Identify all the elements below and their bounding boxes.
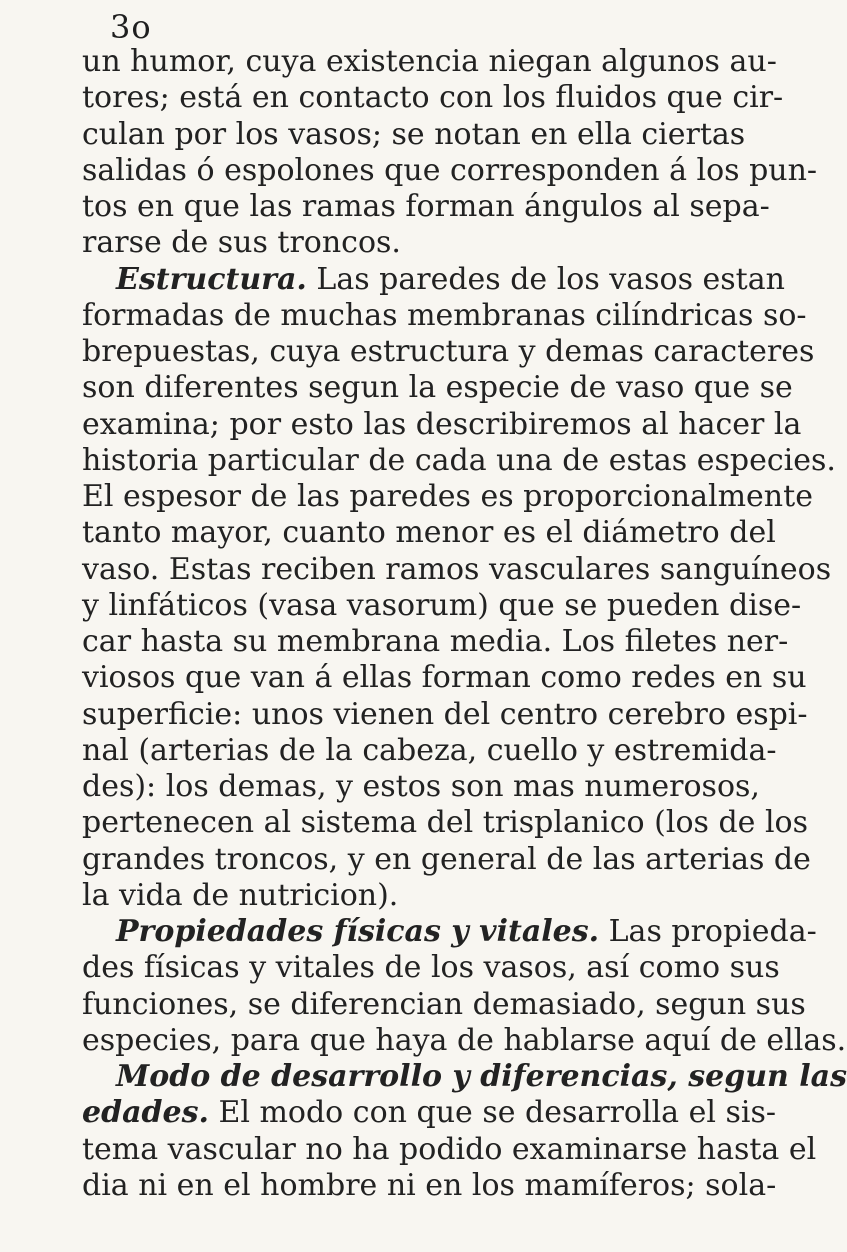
text-line: salidas ó espolones que corresponden á los pun- <box>82 152 818 188</box>
text-line: formadas de muchas membranas cilíndricas so- <box>82 297 807 333</box>
section-heading-continued: edades. <box>82 1095 209 1131</box>
text-line: historia particular de cada una de estas especies. <box>82 442 836 478</box>
section-heading-line: Estructura. Las paredes de los vasos estan <box>116 261 785 297</box>
text-line: culan por los vasos; se notan en ella ciertas <box>82 116 746 152</box>
section-heading: Estructura. <box>116 261 307 297</box>
text-line: son diferentes segun la especie de vaso que se <box>82 370 793 406</box>
text-line: grandes troncos, y en general de las arterias de <box>82 841 811 877</box>
text-line: dia ni en el hombre ni en los mamíferos; sola- <box>82 1167 777 1203</box>
section-heading-line: Propiedades físicas y vitales. Las propieda- <box>116 914 817 949</box>
text-line: viosos que van á ellas forman como redes en su <box>82 660 807 696</box>
text-line: des físicas y vitales de los vasos, así como sus <box>82 950 780 986</box>
text-line: car hasta su membrana media. Los filetes ner- <box>82 624 789 659</box>
text-line: El espesor de las paredes es proporcionalmente <box>82 479 813 514</box>
text-line: y linfáticos (vasa vasorum) que se pueden dise- <box>82 587 802 623</box>
text-line: vaso. Estas reciben ramos vasculares sanguíneos <box>82 551 832 587</box>
section-heading: Modo de desarrollo y diferencias, segun las <box>116 1059 847 1094</box>
text-line: superficie: unos vienen del centro cerebro espi- <box>82 696 808 732</box>
text-line: nal (arterias de la cabeza, cuello y estremida- <box>82 732 777 768</box>
text-line: rarse de sus troncos. <box>82 225 401 261</box>
text-line: brepuestas, cuya estructura y demas caracteres <box>82 334 815 369</box>
text-line: examina; por esto las describiremos al hacer la <box>82 406 802 442</box>
text-line: edades. El modo con que se desarrolla el sis- <box>82 1095 777 1131</box>
text-line: un humor, cuya existencia niegan algunos au- <box>82 44 777 79</box>
text-line: tema vascular no ha podido examinarse hasta el <box>82 1131 817 1167</box>
section-heading: Propiedades físicas y vitales. <box>116 914 600 949</box>
page-number: 3o <box>110 8 152 46</box>
text-line: tos en que las ramas forman ángulos al sepa- <box>82 189 770 224</box>
body-text <box>82 44 847 1204</box>
text-line: la vida de nutricion). <box>82 877 399 913</box>
section-heading-line <box>82 1059 847 1095</box>
text-line: tanto mayor, cuanto menor es el diámetro del <box>82 515 776 551</box>
text-line: pertenecen al sistema del trisplanico (los de los <box>82 805 808 841</box>
text-line: funciones, se diferencian demasiado, segun sus <box>82 986 806 1022</box>
text-line: especies, para que haya de hablarse aquí de ellas. <box>82 1022 847 1058</box>
text-line: tores; está en contacto con los fluidos que cir- <box>82 80 784 116</box>
text-line: des): los demas, y estos son mas numerosos, <box>82 769 760 804</box>
